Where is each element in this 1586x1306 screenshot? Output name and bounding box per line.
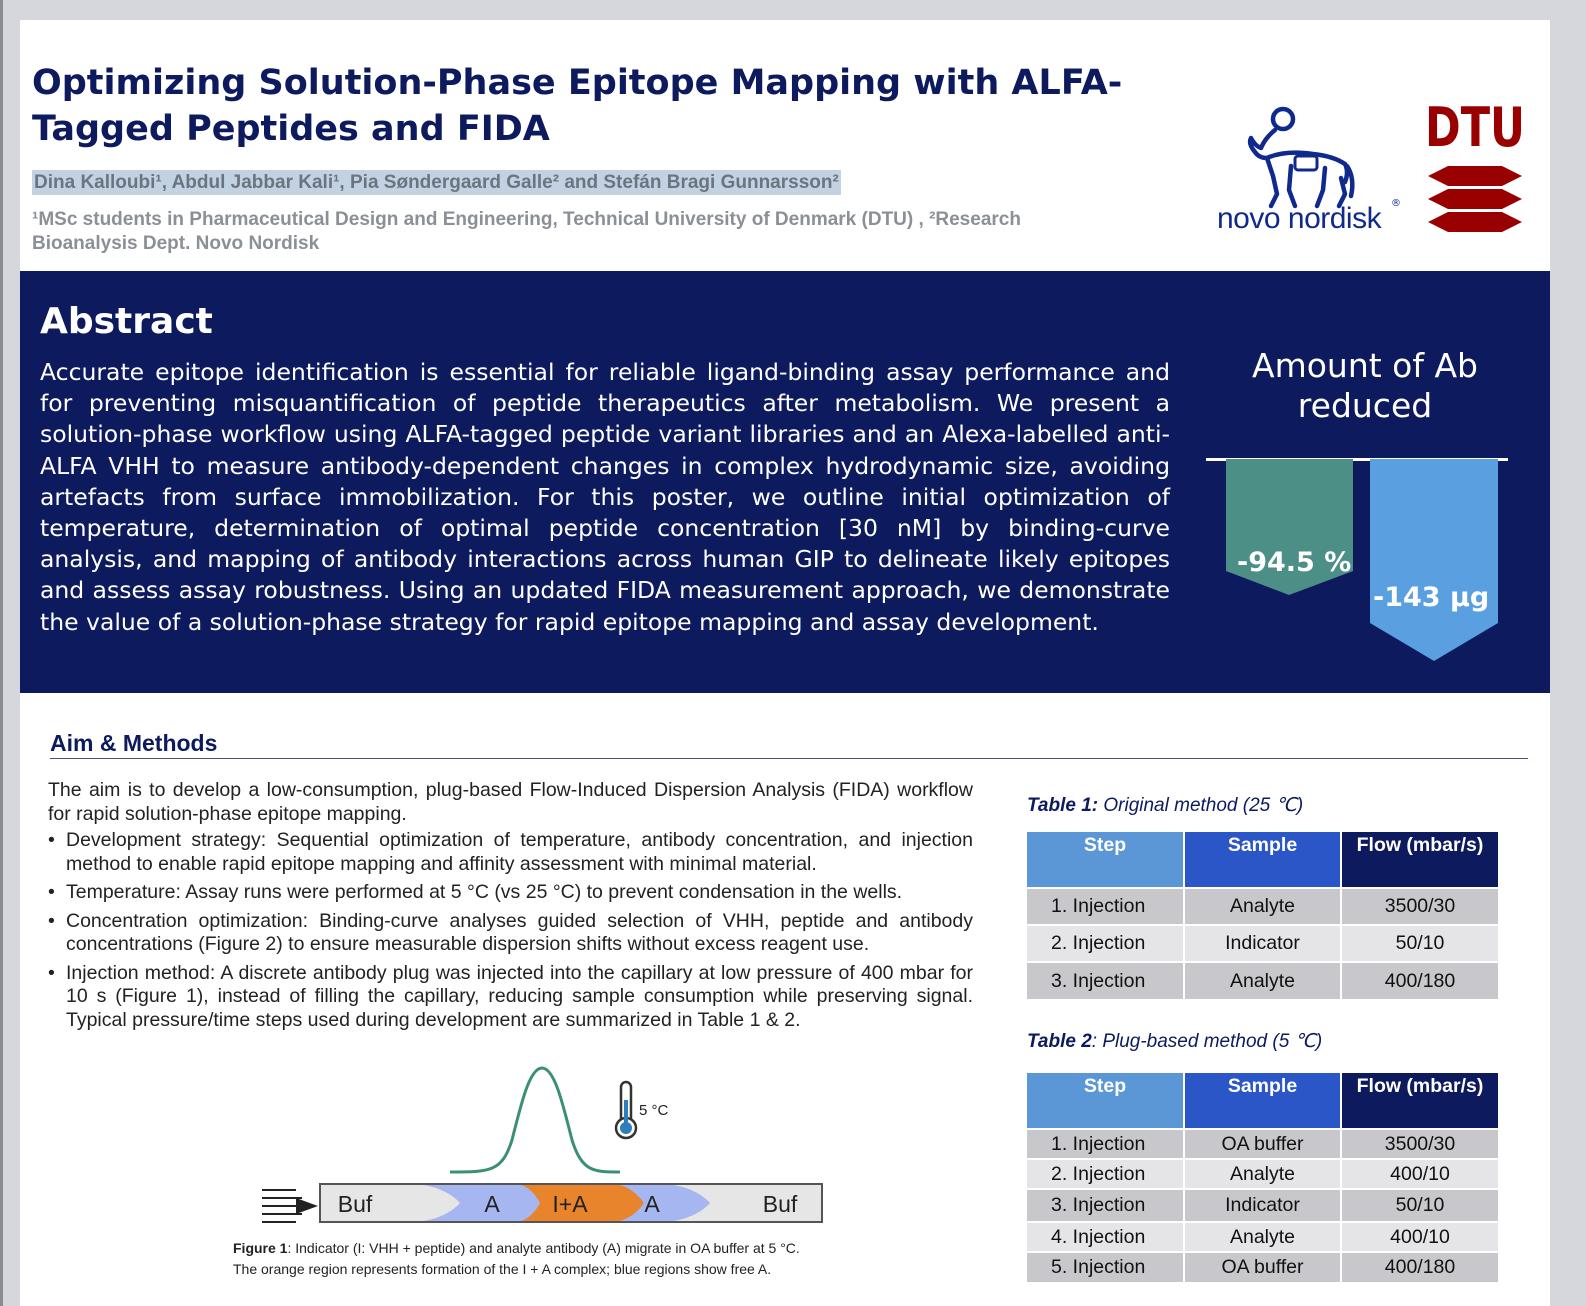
table-row bbox=[1027, 1222, 1498, 1252]
table-cell: 4. Injection bbox=[1027, 1222, 1184, 1252]
aim-intro: The aim is to develop a low-consumption, plug-based Flow-Induced Dispersion Analysis (FIDA) workflow for rapid solution-phase epitope mapping. bbox=[48, 779, 973, 825]
registered-mark: ® bbox=[1391, 198, 1401, 209]
zone-label: I+A bbox=[552, 1191, 588, 1217]
reduction-title: Amount of Ab reduced bbox=[1252, 346, 1478, 425]
table-1 bbox=[1027, 832, 1498, 999]
table-cell: Analyte bbox=[1184, 888, 1341, 925]
table-cell: 3500/30 bbox=[1341, 888, 1498, 925]
list-item: • Concentration optimization: Binding-curve analyses guided selection of VHH, peptide and antibody concentrations (Figure 2) to ensure measurable dispersion shifts without excess reagent use. bbox=[48, 910, 973, 957]
table-caption-label: Table 2 bbox=[1027, 1031, 1092, 1052]
zone-label: Buf bbox=[762, 1191, 798, 1217]
figure-1-caption bbox=[233, 1238, 933, 1280]
table-cell: 50/10 bbox=[1341, 925, 1498, 962]
section-divider bbox=[50, 758, 1528, 759]
column-header: Step bbox=[1027, 832, 1184, 888]
table-header-row bbox=[1027, 1073, 1498, 1129]
column-header: Sample bbox=[1184, 1073, 1341, 1129]
abstract-heading: Abstract bbox=[40, 301, 213, 342]
table-row bbox=[1027, 1129, 1498, 1159]
table-cell: 2. Injection bbox=[1027, 925, 1184, 962]
reduction-mass: -143 µg bbox=[1373, 582, 1490, 613]
table-header-row bbox=[1027, 832, 1498, 888]
figure-caption-text: The orange region represents formation of the I + A complex; blue regions show free A. bbox=[233, 1261, 772, 1277]
table-cell: 400/180 bbox=[1341, 962, 1498, 999]
table-cell: OA buffer bbox=[1184, 1252, 1341, 1282]
table-row bbox=[1027, 888, 1498, 925]
column-header: Sample bbox=[1184, 832, 1341, 888]
table-cell: 50/10 bbox=[1341, 1189, 1498, 1222]
table-cell: 400/10 bbox=[1341, 1222, 1498, 1252]
table-cell: Analyte bbox=[1184, 1159, 1341, 1189]
zone-label: A bbox=[644, 1191, 660, 1217]
mass-arrow-icon bbox=[1370, 459, 1498, 661]
table-row bbox=[1027, 1159, 1498, 1189]
figure-caption-label: Figure 1 bbox=[233, 1240, 288, 1256]
table-2-caption bbox=[1027, 1030, 1322, 1053]
zone-label: Buf bbox=[337, 1191, 373, 1217]
table-row bbox=[1027, 962, 1498, 999]
reduction-percent: -94.5 % bbox=[1237, 547, 1352, 578]
table-caption-text: : Plug-based method (5 ℃) bbox=[1091, 1031, 1323, 1052]
window-left-edge bbox=[0, 0, 3, 1306]
table-cell: Analyte bbox=[1184, 962, 1341, 999]
novo-nordisk-wordmark: novo nordisk bbox=[1217, 202, 1382, 235]
table-cell: 3500/30 bbox=[1341, 1129, 1498, 1159]
table-cell: Indicator bbox=[1184, 925, 1341, 962]
table-cell: 5. Injection bbox=[1027, 1252, 1184, 1282]
methods-bullet-list bbox=[48, 829, 973, 1037]
temperature-label: 5 °C bbox=[639, 1102, 669, 1119]
list-item: • Development strategy: Sequential optimization of temperature, antibody concentration, and injection method to enable rapid epitope mapping and affinity assessment with minimal material. bbox=[48, 829, 973, 876]
table-row bbox=[1027, 1252, 1498, 1282]
dispersion-peak bbox=[450, 1068, 620, 1172]
poster-title: Optimizing Solution-Phase Epitope Mapping with ALFA-Tagged Peptides and FIDA bbox=[32, 63, 1123, 149]
abstract-text: Accurate epitope identification is essential for reliable ligand-binding assay performance and for preventing misquantification of peptide therapeutics after metabolism. We present a solution-phase workflow using ALFA-tagged peptide variant libraries and an Alexa-labelled anti-ALFA VHH to measure antibody-dependent changes in complex hydrodynamic size, avoiding artefacts from surface immobilization. For this poster, we outline initial optimization of temperature, determination of optimal peptide concentration [30 nM] by binding-curve analysis, and mapping of antibody interactions across human GIP to delineate likely epitopes and assess assay robustness. Using an updated FIDA measurement approach, we demonstrate the value of a solution-phase strategy for rapid epitope mapping and assay development. bbox=[40, 358, 1170, 636]
table-caption-label: Table 1: bbox=[1027, 795, 1099, 816]
table-cell: OA buffer bbox=[1184, 1129, 1341, 1159]
table-cell: 1. Injection bbox=[1027, 888, 1184, 925]
thermometer-icon bbox=[616, 1082, 636, 1138]
table-cell: Indicator bbox=[1184, 1189, 1341, 1222]
table-1-caption bbox=[1027, 794, 1303, 817]
list-item: • Temperature: Assay runs were performed at 5 °C (vs 25 °C) to prevent condensation in the wells. bbox=[48, 881, 973, 905]
table-cell: 1. Injection bbox=[1027, 1129, 1184, 1159]
zone-label: A bbox=[484, 1191, 500, 1217]
dtu-logo-text: DTU bbox=[1425, 96, 1525, 159]
column-header: Flow (mbar/s) bbox=[1341, 832, 1498, 888]
table-cell: 400/10 bbox=[1341, 1159, 1498, 1189]
table-cell: Analyte bbox=[1184, 1222, 1341, 1252]
list-item: • Injection method: A discrete antibody plug was injected into the capillary at low pressure of 400 mbar for 10 s (Figure 1), instead of filling the capillary, reducing sample consumption while preserving signal. Typical pressure/time steps used during development are summarized in Table 1 & 2. bbox=[48, 962, 973, 1033]
figure-caption-text: : Indicator (I: VHH + peptide) and analyte antibody (A) migrate in OA buffer at 5 °C. bbox=[287, 1240, 800, 1256]
column-header: Step bbox=[1027, 1073, 1184, 1129]
author-list[interactable]: Dina Kalloubi¹, Abdul Jabbar Kali¹, Pia Søndergaard Galle² and Stefán Bragi Gunnarsson² bbox=[34, 172, 839, 193]
table-cell: 400/180 bbox=[1341, 1252, 1498, 1282]
table-2 bbox=[1027, 1073, 1498, 1282]
poster bbox=[20, 20, 1550, 1306]
table-row bbox=[1027, 925, 1498, 962]
aim-methods-heading: Aim & Methods bbox=[50, 730, 218, 756]
dtu-logo-icon bbox=[1422, 92, 1528, 242]
flow-arrows-icon bbox=[262, 1190, 318, 1222]
affiliations: ¹MSc students in Pharmaceutical Design and Engineering, Technical University of Denmark (DTU) , ²Research Bioanalysis Dept. Novo Nordisk bbox=[32, 209, 1021, 254]
table-cell: 3. Injection bbox=[1027, 1189, 1184, 1222]
table-row bbox=[1027, 1189, 1498, 1222]
table-caption-text: Original method (25 ℃) bbox=[1098, 795, 1304, 816]
column-header: Flow (mbar/s) bbox=[1341, 1073, 1498, 1129]
table-cell: 3. Injection bbox=[1027, 962, 1184, 999]
table-cell: 2. Injection bbox=[1027, 1159, 1184, 1189]
abstract-section bbox=[20, 271, 1550, 693]
